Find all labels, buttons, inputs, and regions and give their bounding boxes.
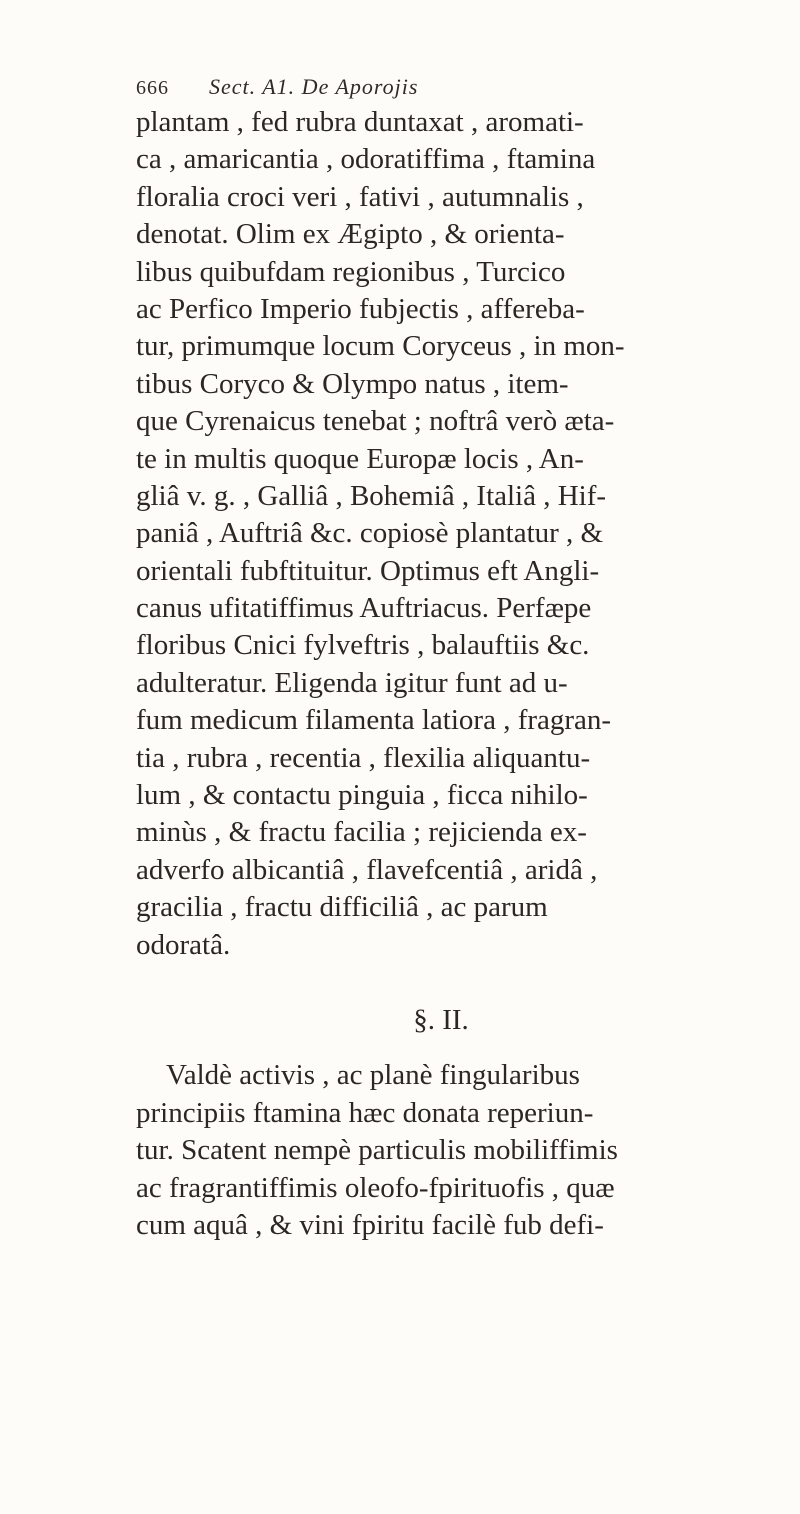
text-line: paniâ , Auftriâ &c. copiosè plantatur , &	[136, 517, 604, 550]
text-line: tia , rubra , recentia , flexilia aliquantu-	[136, 741, 591, 774]
text-line: floribus Cnici fylveftris , balauftiis &c.	[136, 629, 590, 662]
text-block	[136, 70, 776, 1244]
text-line: floralia croci veri , fativi , autumnalis ,	[136, 180, 584, 213]
text-line: ac fragrantiffimis oleofo-fpirituofis , quæ	[136, 1171, 615, 1204]
text-line: orientali fubftituitur. Optimus eft Angli-	[136, 554, 600, 587]
text-line: lum , & contactu pinguia , ficca nihilo-	[136, 779, 588, 812]
section-mark: §. II.	[413, 1003, 469, 1036]
paragraph-1	[136, 104, 776, 964]
text-line: fum medicum filamenta latiora , fragran-	[136, 704, 612, 737]
text-line: canus ufitatiffimus Auftriacus. Perfæpe	[136, 592, 592, 625]
text-line: adverfo albicantiâ , flavefcentiâ , aridâ ,	[136, 853, 598, 886]
running-head	[136, 70, 776, 104]
text-line: gracilia , fractu difficiliâ , ac parum	[136, 891, 548, 924]
page-number: 666	[136, 77, 169, 99]
text-line: minùs , & fractu facilia ; rejicienda ex-	[136, 816, 587, 849]
text-line: tur, primumque locum Coryceus , in mon-	[136, 330, 625, 363]
running-head-title: Sect. A1. De Aporojis	[209, 74, 419, 99]
text-line: te in multis quoque Europæ locis , An-	[136, 442, 584, 475]
paragraph-2	[136, 1057, 776, 1244]
text-line: gliâ v. g. , Galliâ , Bohemiâ , Italiâ , Hif-	[136, 479, 607, 512]
text-line: Valdè activis , ac planè fingularibus	[166, 1059, 580, 1092]
text-line: que Cyrenaicus tenebat ; noftrâ verò æta-	[136, 405, 615, 438]
text-line: libus quibufdam regionibus , Turcico	[136, 255, 566, 288]
text-line: cum aquâ , & vini fpiritu facilè fub defi-	[136, 1208, 604, 1241]
text-line: principiis ftamina hæc donata reperiun-	[136, 1096, 594, 1129]
section-heading	[136, 1002, 776, 1039]
text-line: denotat. Olim ex Ægipto , & orienta-	[136, 218, 565, 251]
text-line: plantam , fed rubra duntaxat , aromati-	[136, 106, 584, 138]
text-line: tur. Scatent nempè particulis mobiliffimis	[136, 1134, 618, 1167]
text-line: tibus Coryco & Olympo natus , item-	[136, 367, 569, 400]
text-line: adulteratur. Eligenda igitur funt ad u-	[136, 666, 568, 699]
text-line: ac Perfico Imperio fubjectis , affereba-	[136, 292, 585, 325]
text-line: odoratâ.	[136, 928, 231, 961]
text-line: ca , amaricantia , odoratiffima , ftamina	[136, 143, 596, 176]
